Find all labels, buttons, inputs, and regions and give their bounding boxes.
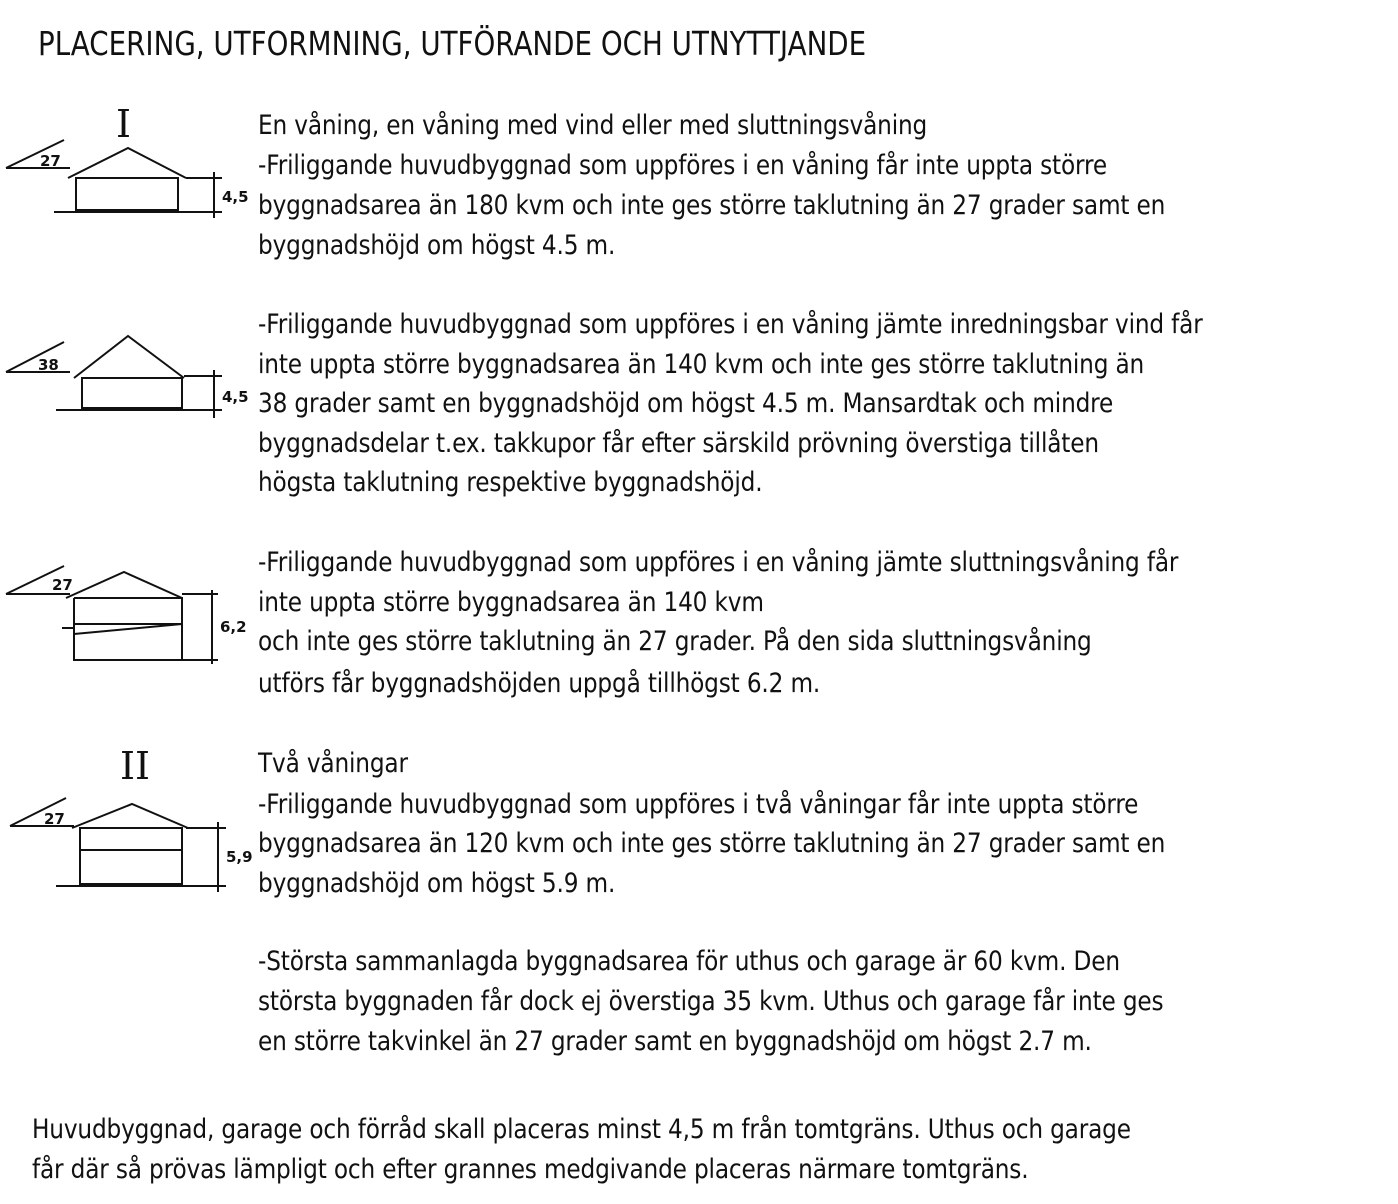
roman-numeral-one: I — [116, 102, 132, 146]
pitch-label: 27 — [52, 576, 73, 594]
text-line: byggnadsarea än 180 kvm och inte ges större taklutning än 27 grader samt en — [258, 190, 1166, 221]
text-line: byggnadsarea än 120 kvm och inte ges större taklutning än 27 grader samt en — [258, 828, 1166, 859]
page-title: PLACERING, UTFORMNING, UTFÖRANDE OCH UTNYTTJANDE — [38, 24, 867, 63]
footer-line: Huvudbyggnad, garage och förråd skall placeras minst 4,5 m från tomtgräns. Uthus och garage — [32, 1114, 1131, 1145]
pitch-label: 38 — [38, 356, 59, 374]
house-diagram-two-storey — [0, 790, 253, 900]
text-line: -Friliggande huvudbyggnad som uppföres i en våning får inte uppta större — [258, 150, 1107, 181]
text-line: -Största sammanlagda byggnadsarea för uthus och garage är 60 kvm. Den — [258, 946, 1120, 977]
house-diagram-sloping — [0, 562, 250, 672]
text-line: 38 grader samt en byggnadshöjd om högst 4.5 m. Mansardtak och mindre — [258, 388, 1114, 419]
height-label: 6,2 — [220, 618, 247, 636]
text-line: inte uppta större byggnadsarea än 140 kvm — [258, 587, 764, 618]
text-line: En våning, en våning med vind eller med sluttningsvåning — [258, 110, 928, 141]
roman-numeral-two: II — [120, 744, 151, 788]
text-line: -Friliggande huvudbyggnad som uppföres i en våning jämte sluttningsvåning får — [258, 547, 1179, 578]
height-label: 4,5 — [222, 388, 249, 406]
house-diagram-attic — [0, 330, 250, 430]
text-line: -Friliggande huvudbyggnad som uppföres i två våningar får inte uppta större — [258, 789, 1139, 820]
text-line: och inte ges större taklutning än 27 grader. På den sida sluttningsvåning — [258, 626, 1092, 657]
pitch-label: 27 — [44, 810, 65, 828]
footer-line: får där så prövas lämpligt och efter grannes medgivande placeras närmare tomtgräns. — [32, 1154, 1029, 1185]
text-line: inte uppta större byggnadsarea än 140 kvm och inte ges större taklutning än — [258, 349, 1145, 380]
text-line: största byggnaden får dock ej överstiga 35 kvm. Uthus och garage får inte ges — [258, 986, 1164, 1017]
pitch-label: 27 — [40, 152, 61, 170]
height-label: 5,9 — [226, 848, 253, 866]
text-line: utförs får byggnadshöjden uppgå tillhögst 6.2 m. — [258, 668, 821, 699]
text-line: byggnadshöjd om högst 4.5 m. — [258, 230, 616, 261]
text-line: en större takvinkel än 27 grader samt en byggnadshöjd om högst 2.7 m. — [258, 1026, 1092, 1057]
text-line: byggnadsdelar t.ex. takkupor får efter särskild prövning överstiga tillåten — [258, 428, 1099, 459]
house-diagram-one-storey — [0, 130, 250, 230]
text-line: -Friliggande huvudbyggnad som uppföres i en våning jämte inredningsbar vind får — [258, 309, 1203, 340]
text-line: högsta taklutning respektive byggnadshöjd. — [258, 467, 763, 498]
height-label: 4,5 — [222, 188, 249, 206]
text-line: Två våningar — [258, 748, 408, 779]
text-line: byggnadshöjd om högst 5.9 m. — [258, 868, 616, 899]
